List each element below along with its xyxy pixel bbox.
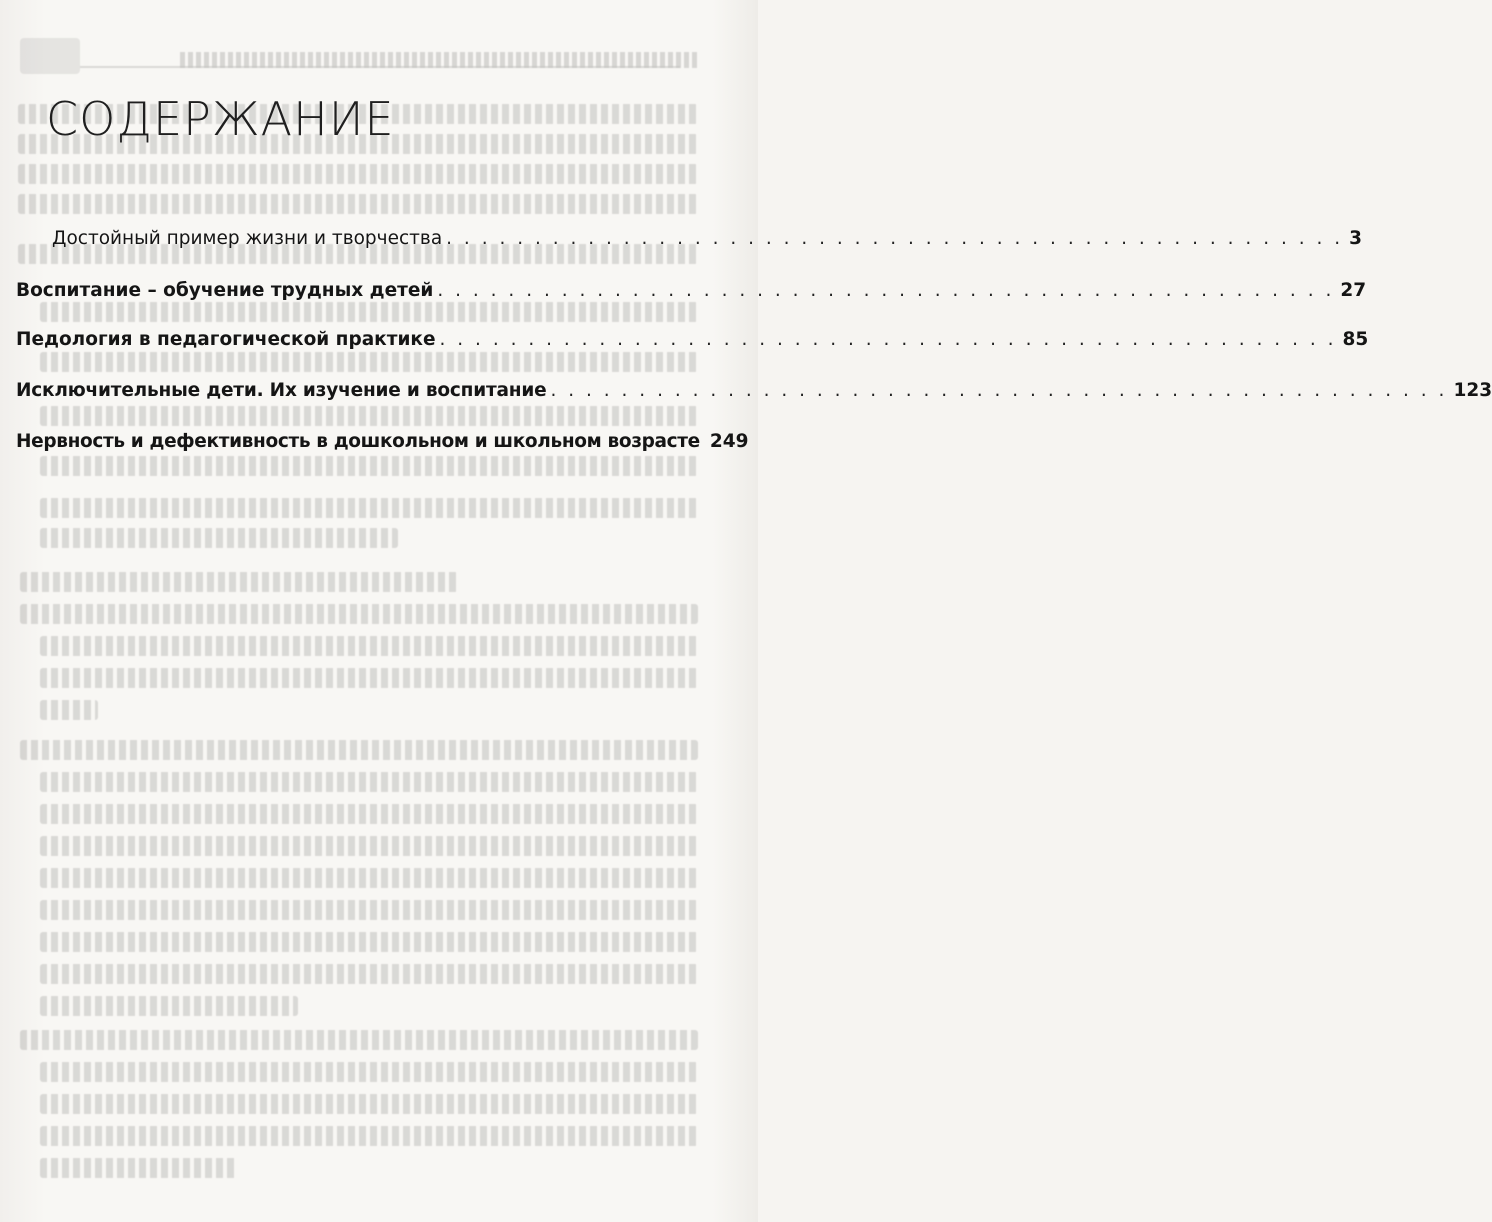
toc-entry-title: Нервность и дефективность в дошкольном и школьном возрасте xyxy=(16,431,700,452)
toc-entry-page: 3 xyxy=(1349,228,1362,249)
toc-entry-title: Исключительные дети. Их изучение и воспитание xyxy=(16,380,547,401)
toc-entry[interactable] xyxy=(16,329,1369,361)
toc-entry-title: Достойный пример жизни и творчества xyxy=(52,228,443,249)
dot-leader: . . . . . . . . . . . . . . . . . . . . . . . . . . . . . . . . . . . . . . . . . . . . . . . . . . . xyxy=(437,280,1335,301)
toc-entry-page: 249 xyxy=(709,431,749,452)
toc-entry-title: Воспитание – обучение трудных детей xyxy=(16,280,434,301)
toc-entry-page: 27 xyxy=(1340,280,1367,301)
dot-leader: . . . . . . . . . . . . . . . . . . . . . . . . . . . . . . . . . . . . . . . . . . . . . . . . . . . xyxy=(446,228,1344,249)
dot-leader: . . . . . . . . . . . . . . . . . . . . . . . . . . . . . . . . . . . . . . . . . . . . . . . . . . . xyxy=(550,380,1448,401)
toc-entry[interactable] xyxy=(16,380,1492,412)
toc-entry-page: 123 xyxy=(1453,380,1492,401)
page-title: СОДЕРЖАНИЕ xyxy=(46,92,395,146)
toc-entry[interactable] xyxy=(16,431,749,463)
toc-entry-page: 85 xyxy=(1342,329,1369,350)
toc-entry-title: Педология в педагогической практике xyxy=(16,329,436,350)
toc-entry[interactable] xyxy=(52,228,1362,260)
dot-leader: . . . . . . . . . . . . . . . . . . . . . . . . . . . . . . . . . . . . . . . . . . . . . . . . . . . xyxy=(439,329,1337,350)
toc-entry[interactable] xyxy=(16,280,1367,312)
